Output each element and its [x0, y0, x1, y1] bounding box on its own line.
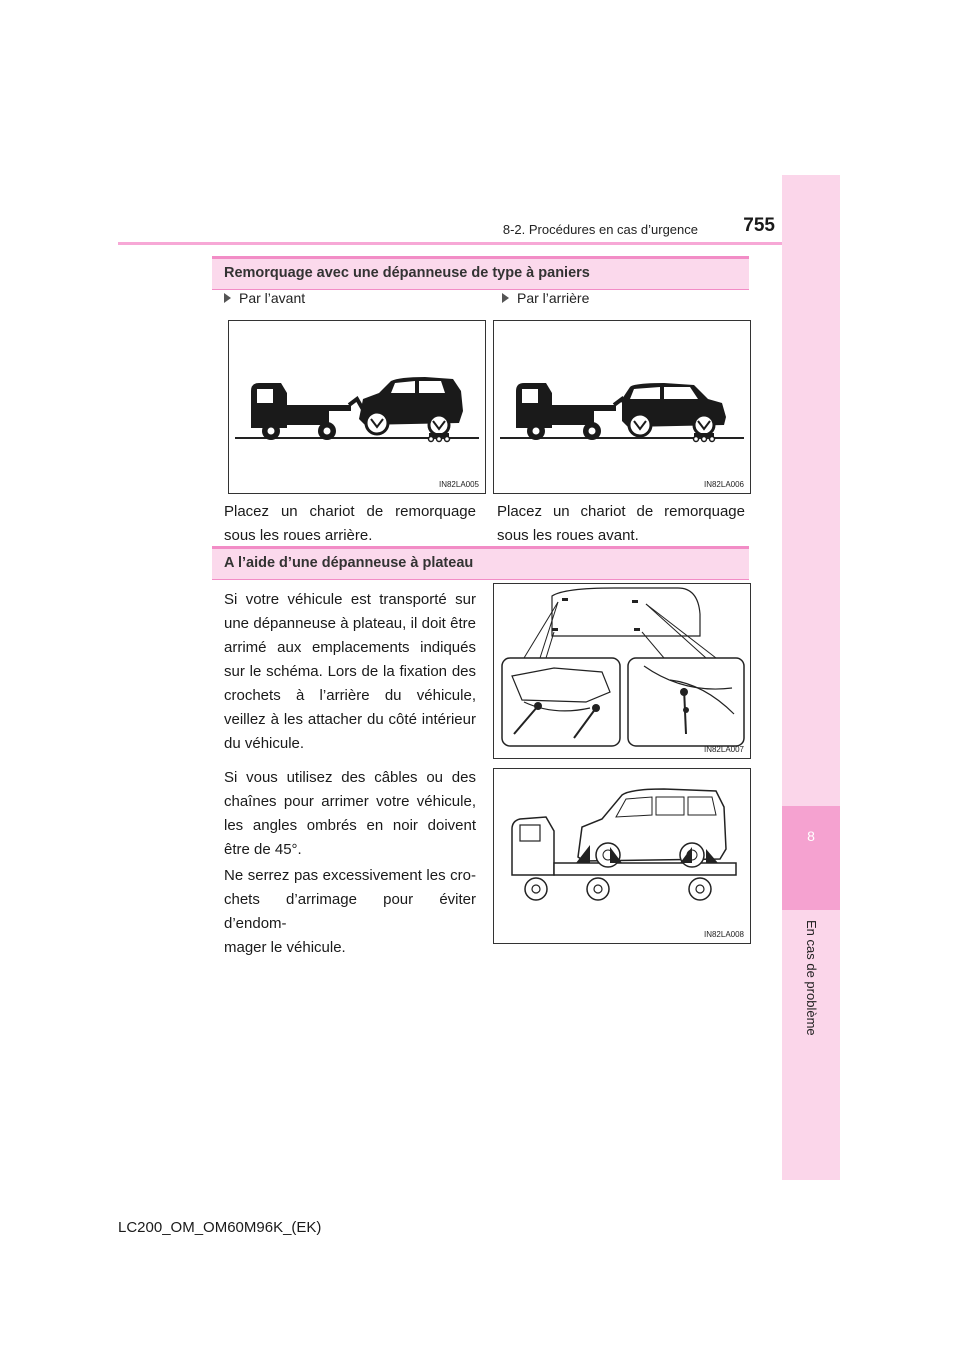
text-line: crochets à l’arrière du véhicule, [224, 687, 476, 704]
flatbed-paragraph-2 [224, 766, 476, 862]
flatbed-paragraph-1 [224, 588, 476, 756]
text-line: arrimé aux emplacements indiqués [224, 639, 476, 656]
text-line: être de 45°. [224, 841, 302, 858]
chapter-label: En cas de problème [804, 920, 819, 1036]
option-front [224, 290, 305, 306]
flatbed-paragraph-3 [224, 864, 476, 960]
caption-front [224, 500, 476, 548]
text-line: chaînes pour arrimer votre véhicule, [224, 793, 476, 810]
option-rear [502, 290, 589, 306]
triangle-bullet-icon [224, 293, 231, 303]
tow-truck-front-illustration [229, 321, 485, 493]
text-line: les angles ombrés en noir doivent [224, 817, 476, 834]
section-heading-text: A l’aide d’une dépanneuse à plateau [224, 555, 474, 571]
figure-code: IN82LA007 [703, 745, 744, 754]
figure-tow-rear [493, 320, 751, 494]
caption-line: Placez un chariot de remorquage [224, 503, 476, 520]
caption-rear [497, 500, 745, 548]
figure-tie-down-points [493, 583, 751, 759]
text-line: une dépanneuse à plateau, il doit être [224, 615, 476, 632]
text-line: Si vous utilisez des câbles ou des [224, 769, 476, 786]
figure-code: IN82LA008 [703, 930, 744, 939]
figure-tow-front [228, 320, 486, 494]
figure-flatbed-truck [493, 768, 751, 944]
caption-line: sous les roues avant. [497, 527, 639, 544]
triangle-bullet-icon [502, 293, 509, 303]
figure-code: IN82LA005 [438, 480, 479, 489]
text-line: mager le véhicule. [224, 939, 346, 956]
caption-line: sous les roues arrière. [224, 527, 373, 544]
section-heading-wheel-lift [212, 256, 749, 289]
option-rear-label: Par l’arrière [517, 290, 590, 306]
chapter-number-tab [782, 806, 840, 910]
section-heading-text: Remorquage avec une dépanneuse de type à paniers [224, 265, 590, 281]
text-line: Si votre véhicule est transporté sur [224, 591, 476, 608]
section-heading-flatbed [212, 546, 749, 579]
flatbed-truck-illustration [494, 769, 750, 943]
text-line: du véhicule. [224, 735, 305, 752]
tie-down-points-illustration [494, 584, 750, 758]
text-line: sur le schéma. Lors de la fixation des [224, 663, 476, 680]
running-header-section: 8-2. Procédures en cas d’urgence [502, 222, 698, 237]
section-heading-underline [212, 579, 749, 580]
figure-code: IN82LA006 [703, 480, 744, 489]
tow-truck-rear-illustration [494, 321, 750, 493]
page-number: 755 [743, 215, 775, 236]
chapter-number: 8 [807, 828, 815, 844]
header-rule [118, 242, 840, 245]
caption-line: Placez un chariot de remorquage [497, 503, 745, 520]
option-front-label: Par l’avant [239, 290, 306, 306]
text-line: Ne serrez pas excessivement les cro- [224, 867, 476, 884]
text-line: chets d’arrimage pour éviter d’endom- [224, 891, 476, 932]
text-line: veillez à les attacher du côté intérieur [224, 711, 476, 728]
document-code: LC200_OM_OM60M96K_(EK) [118, 1219, 322, 1236]
